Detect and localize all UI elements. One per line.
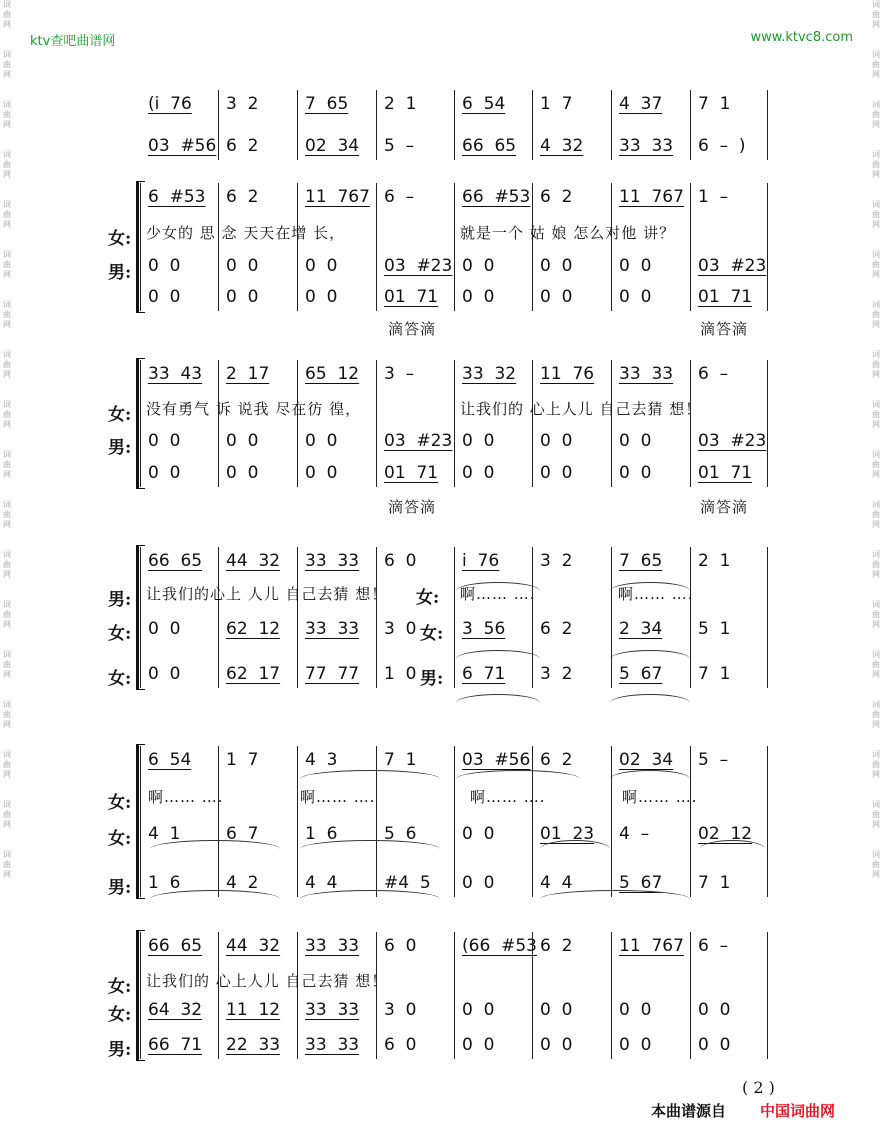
- note-group: 6 2: [540, 619, 573, 639]
- note-group: 6 7: [226, 824, 259, 844]
- note-group: 11 12: [226, 1000, 281, 1020]
- note-group: 0 0: [148, 619, 181, 639]
- note-group: 65 12: [305, 364, 360, 384]
- note-group: 6 54: [148, 750, 192, 770]
- note-group: i 76: [462, 551, 500, 571]
- note-group: 62 12: [226, 619, 281, 639]
- bar-line: [454, 360, 455, 487]
- watermark-text: 词 曲 网: [3, 700, 11, 729]
- note-group: 0 0: [462, 256, 495, 276]
- note-group: 0 0: [148, 463, 181, 483]
- note-group: 62 17: [226, 664, 281, 684]
- note-group: 6 2: [540, 187, 573, 207]
- bar-line: [297, 183, 298, 311]
- note-group: 33 33: [305, 936, 360, 956]
- note-group: 6 #53: [148, 187, 206, 207]
- note-group: 1 6: [148, 873, 181, 893]
- bar-line: [454, 746, 455, 897]
- bar-line: [140, 183, 141, 311]
- lyric-line: 让我们的 心上人儿 自己去猜 想！: [146, 972, 388, 990]
- voice-label: 男:: [108, 263, 132, 283]
- phrase-slur: [456, 770, 580, 779]
- note-group: 66 #53: [462, 187, 531, 207]
- bar-line: [140, 932, 141, 1059]
- bar-line: [218, 183, 219, 311]
- note-group: 3 0: [384, 1000, 417, 1020]
- watermark-text: 词 曲 网: [3, 850, 11, 879]
- bar-line: [297, 746, 298, 897]
- watermark-text: 词 曲 网: [872, 50, 880, 79]
- watermark-text: 词 曲 网: [3, 450, 11, 479]
- note-group: 01 71: [384, 287, 439, 307]
- note-group: 4 37: [619, 94, 663, 114]
- bar-line: [454, 547, 455, 688]
- bar-line: [218, 90, 219, 160]
- note-group: 66 65: [462, 136, 517, 156]
- watermark-text: 词 曲 网: [3, 500, 11, 529]
- lyric-line: 啊…… ….: [460, 585, 536, 603]
- note-group: 33 33: [619, 136, 674, 156]
- bar-line: [611, 360, 612, 487]
- phrase-slur: [456, 650, 540, 659]
- note-group: 33 43: [148, 364, 203, 384]
- note-group: 33 33: [619, 364, 674, 384]
- note-group: 11 767: [619, 187, 684, 207]
- bar-line: [690, 746, 691, 897]
- note-group: 33 33: [305, 619, 360, 639]
- voice-label: 女:: [108, 669, 132, 689]
- phrase-slur: [610, 650, 690, 659]
- bar-line: [690, 932, 691, 1059]
- voice-label: 男:: [108, 1040, 132, 1060]
- watermark-text: 词 曲 网: [3, 400, 11, 429]
- note-group: 0 0: [540, 1035, 573, 1055]
- phrase-slur: [610, 694, 690, 703]
- note-group: 0 0: [698, 1035, 731, 1055]
- footer-source-label: 本曲谱源自: [651, 1102, 727, 1120]
- bar-line: [297, 360, 298, 487]
- inline-voice-label: 女:: [420, 624, 444, 644]
- lyric-line: 没有勇气 诉 说我 尽在彷 徨，: [146, 400, 362, 418]
- lyric-line: 啊…… ….: [622, 788, 698, 806]
- watermark-text: 词 曲 网: [872, 700, 880, 729]
- bar-line: [767, 547, 768, 688]
- bar-line: [611, 90, 612, 160]
- note-group: 7 1: [698, 664, 731, 684]
- note-group: 4 1: [148, 824, 181, 844]
- voice-label: 女:: [108, 624, 132, 644]
- note-group: 0 0: [540, 463, 573, 483]
- bar-line: [218, 547, 219, 688]
- watermark-text: 词 曲 网: [872, 300, 880, 329]
- watermark-text: 词 曲 网: [3, 250, 11, 279]
- note-group: 44 32: [226, 551, 281, 571]
- watermark-text: 词 曲 网: [3, 300, 11, 329]
- watermark-text: 词 曲 网: [3, 50, 11, 79]
- note-group: 66 65: [148, 551, 203, 571]
- bar-line: [140, 746, 141, 897]
- watermark-text: 词 曲 网: [3, 650, 11, 679]
- watermark-text: 词 曲 网: [3, 0, 11, 29]
- note-group: (i 76: [148, 94, 192, 114]
- note-group: 6 2: [540, 936, 573, 956]
- bar-line: [767, 90, 768, 160]
- voice-label: 女:: [108, 229, 132, 249]
- bar-line: [454, 90, 455, 160]
- answer-lyric: 滴答滴: [388, 320, 437, 338]
- bar-line: [376, 746, 377, 897]
- bar-line: [611, 932, 612, 1059]
- voice-label: 女:: [108, 1005, 132, 1025]
- note-group: 0 0: [462, 873, 495, 893]
- note-group: 0 0: [619, 256, 652, 276]
- watermark-text: 词 曲 网: [872, 350, 880, 379]
- bar-line: [218, 360, 219, 487]
- watermark-text: 词 曲 网: [872, 400, 880, 429]
- note-group: 6 0: [384, 1035, 417, 1055]
- note-group: 6 2: [226, 136, 259, 156]
- note-group: 1 6: [305, 824, 338, 844]
- note-group: 0 0: [226, 431, 259, 451]
- note-group: 4 2: [226, 873, 259, 893]
- note-group: 01 71: [384, 463, 439, 483]
- note-group: 33 32: [462, 364, 517, 384]
- note-group: 0 0: [462, 1035, 495, 1055]
- note-group: 0 0: [540, 1000, 573, 1020]
- note-group: 11 767: [619, 936, 684, 956]
- note-group: 0 0: [462, 824, 495, 844]
- note-group: (66 #53: [462, 936, 537, 956]
- note-group: 11 76: [540, 364, 595, 384]
- note-group: 0 0: [305, 431, 338, 451]
- phrase-slur: [540, 840, 610, 849]
- note-group: 01 23: [540, 824, 595, 844]
- bar-line: [376, 183, 377, 311]
- phrase-slur: [610, 770, 690, 779]
- phrase-slur: [456, 694, 540, 703]
- watermark-text: 词 曲 网: [3, 750, 11, 779]
- note-group: 01 71: [698, 287, 753, 307]
- note-group: 6 – ): [698, 136, 746, 156]
- note-group: 03 #23: [384, 431, 453, 451]
- watermark-text: 词 曲 网: [3, 150, 11, 179]
- note-group: 2 1: [384, 94, 417, 114]
- note-group: 0 0: [619, 431, 652, 451]
- note-group: 2 1: [698, 551, 731, 571]
- bar-line: [690, 360, 691, 487]
- note-group: 4 32: [540, 136, 584, 156]
- note-group: 3 0: [384, 619, 417, 639]
- bar-line: [767, 183, 768, 311]
- note-group: 2 34: [619, 619, 663, 639]
- phrase-slur: [700, 840, 765, 849]
- note-group: 44 32: [226, 936, 281, 956]
- watermark-text: 词 曲 网: [3, 800, 11, 829]
- watermark-text: 词 曲 网: [872, 0, 880, 29]
- bar-line: [297, 90, 298, 160]
- note-group: 0 0: [619, 287, 652, 307]
- note-group: 11 767: [305, 187, 370, 207]
- answer-lyric: 滴答滴: [388, 498, 437, 516]
- note-group: 66 71: [148, 1035, 203, 1055]
- answer-lyric: 滴答滴: [700, 320, 749, 338]
- note-group: 1 0: [384, 664, 417, 684]
- bar-line: [532, 547, 533, 688]
- note-group: 2 17: [226, 364, 270, 384]
- bar-line: [690, 547, 691, 688]
- voice-label: 男:: [108, 438, 132, 458]
- bar-line: [532, 183, 533, 311]
- note-group: 03 #56: [462, 750, 531, 770]
- note-group: 03 #23: [698, 256, 767, 276]
- bar-line: [376, 360, 377, 487]
- bar-line: [376, 90, 377, 160]
- note-group: 22 33: [226, 1035, 281, 1055]
- bar-line: [454, 183, 455, 311]
- watermark-text: 词 曲 网: [3, 200, 11, 229]
- watermark-text: 词 曲 网: [872, 450, 880, 479]
- note-group: 0 0: [305, 463, 338, 483]
- watermark-text: 词 曲 网: [872, 800, 880, 829]
- lyric-line: 让我们的心上 人儿 自己去猜 想！: [146, 585, 388, 603]
- note-group: 0 0: [619, 463, 652, 483]
- note-group: 0 0: [226, 256, 259, 276]
- note-group: 0 0: [698, 1000, 731, 1020]
- voice-label: 女:: [108, 793, 132, 813]
- bar-line: [140, 547, 141, 688]
- note-group: 5 67: [619, 873, 663, 893]
- note-group: 5 –: [384, 136, 415, 156]
- right-watermark-strip: [869, 0, 883, 1146]
- header-site-left[interactable]: ktv查吧曲谱网: [30, 34, 116, 49]
- lyric-line: 啊…… ….: [148, 788, 224, 806]
- note-group: 1 7: [540, 94, 573, 114]
- note-group: 77 77: [305, 664, 360, 684]
- note-group: 66 65: [148, 936, 203, 956]
- note-group: 33 33: [305, 551, 360, 571]
- watermark-text: 词 曲 网: [872, 100, 880, 129]
- bar-line: [454, 932, 455, 1059]
- note-group: 5 –: [698, 750, 729, 770]
- note-group: 0 0: [619, 1000, 652, 1020]
- bar-line: [767, 746, 768, 897]
- note-group: 0 0: [462, 287, 495, 307]
- note-group: 4 4: [305, 873, 338, 893]
- note-group: 03 #56: [148, 136, 217, 156]
- note-group: 1 7: [226, 750, 259, 770]
- note-group: 4 3: [305, 750, 338, 770]
- voice-label: 女:: [108, 829, 132, 849]
- watermark-text: 词 曲 网: [872, 500, 880, 529]
- note-group: 02 12: [698, 824, 753, 844]
- bar-line: [611, 746, 612, 897]
- lyric-line: 就是一个 姑 娘 怎么对他 讲？: [460, 224, 676, 242]
- inline-voice-label: 男:: [420, 669, 444, 689]
- page-number: ( 2 ): [742, 1078, 775, 1097]
- note-group: 0 0: [148, 287, 181, 307]
- note-group: 0 0: [540, 287, 573, 307]
- lyric-line: 啊…… ….: [470, 788, 546, 806]
- note-group: 03 #23: [698, 431, 767, 451]
- note-group: 3 56: [462, 619, 506, 639]
- bar-line: [767, 360, 768, 487]
- note-group: 03 #23: [384, 256, 453, 276]
- bar-line: [297, 547, 298, 688]
- watermark-text: 词 曲 网: [3, 550, 11, 579]
- note-group: 6 2: [226, 187, 259, 207]
- note-group: 0 0: [148, 431, 181, 451]
- note-group: 6 –: [384, 187, 415, 207]
- voice-label: 男:: [108, 878, 132, 898]
- voice-label: 女:: [108, 405, 132, 425]
- note-group: 0 0: [619, 1035, 652, 1055]
- note-group: 6 2: [540, 750, 573, 770]
- watermark-text: 词 曲 网: [872, 150, 880, 179]
- watermark-text: 词 曲 网: [872, 850, 880, 879]
- watermark-text: 词 曲 网: [3, 600, 11, 629]
- bar-line: [218, 746, 219, 897]
- note-group: 4 –: [619, 824, 650, 844]
- note-group: 0 0: [462, 1000, 495, 1020]
- lyric-line: 让我们的 心上人儿 自己去猜 想！: [460, 400, 702, 418]
- bar-line: [690, 90, 691, 160]
- note-group: 7 65: [619, 551, 663, 571]
- note-group: 0 0: [226, 287, 259, 307]
- answer-lyric: 滴答滴: [700, 498, 749, 516]
- bar-line: [376, 932, 377, 1059]
- note-group: 3 –: [384, 364, 415, 384]
- note-group: 5 6: [384, 824, 417, 844]
- watermark-text: 词 曲 网: [872, 200, 880, 229]
- note-group: 6 –: [698, 364, 729, 384]
- note-group: 33 33: [305, 1000, 360, 1020]
- note-group: 0 0: [462, 463, 495, 483]
- note-group: 7 65: [305, 94, 349, 114]
- bar-line: [140, 360, 141, 487]
- lyric-line: 少女的 思 念 天天在增 长，: [146, 224, 346, 242]
- voice-label: 女:: [108, 977, 132, 997]
- header-site-right[interactable]: www.ktvc8.com: [750, 30, 853, 45]
- note-group: #4 5: [384, 873, 431, 893]
- note-group: 7 1: [698, 94, 731, 114]
- note-group: 01 71: [698, 463, 753, 483]
- watermark-text: 词 曲 网: [872, 650, 880, 679]
- note-group: 0 0: [462, 431, 495, 451]
- bar-line: [767, 932, 768, 1059]
- note-group: 0 0: [305, 256, 338, 276]
- note-group: 3 2: [226, 94, 259, 114]
- phrase-slur: [300, 770, 440, 779]
- bar-line: [532, 360, 533, 487]
- lyric-line: 啊…… ….: [300, 788, 376, 806]
- watermark-text: 词 曲 网: [3, 350, 11, 379]
- note-group: 6 0: [384, 936, 417, 956]
- bar-line: [532, 746, 533, 897]
- footer-source-site[interactable]: 中国词曲网: [760, 1102, 836, 1120]
- bar-line: [532, 90, 533, 160]
- note-group: 7 1: [384, 750, 417, 770]
- bar-line: [376, 547, 377, 688]
- note-group: 0 0: [540, 431, 573, 451]
- note-group: 6 –: [698, 936, 729, 956]
- bar-line: [297, 932, 298, 1059]
- bar-line: [611, 547, 612, 688]
- note-group: 6 54: [462, 94, 506, 114]
- note-group: 33 33: [305, 1035, 360, 1055]
- note-group: 6 71: [462, 664, 506, 684]
- note-group: 1 –: [698, 187, 729, 207]
- left-watermark-strip: [0, 0, 14, 1146]
- note-group: 0 0: [148, 256, 181, 276]
- bar-line: [218, 932, 219, 1059]
- note-group: 0 0: [148, 664, 181, 684]
- note-group: 5 1: [698, 619, 731, 639]
- note-group: 4 4: [540, 873, 573, 893]
- note-group: 0 0: [226, 463, 259, 483]
- note-group: 7 1: [698, 873, 731, 893]
- inline-voice-label: 女:: [416, 588, 440, 608]
- voice-label: 男:: [108, 590, 132, 610]
- note-group: 02 34: [619, 750, 674, 770]
- watermark-text: 词 曲 网: [872, 250, 880, 279]
- watermark-text: 词 曲 网: [872, 600, 880, 629]
- bar-line: [690, 183, 691, 311]
- bar-line: [611, 183, 612, 311]
- note-group: 3 2: [540, 551, 573, 571]
- note-group: 3 2: [540, 664, 573, 684]
- note-group: 0 0: [305, 287, 338, 307]
- note-group: 6 0: [384, 551, 417, 571]
- watermark-text: 词 曲 网: [872, 550, 880, 579]
- lyric-line: 啊…… ….: [618, 585, 694, 603]
- note-group: 02 34: [305, 136, 360, 156]
- note-group: 0 0: [540, 256, 573, 276]
- watermark-text: 词 曲 网: [3, 100, 11, 129]
- note-group: 5 67: [619, 664, 663, 684]
- watermark-text: 词 曲 网: [872, 750, 880, 779]
- note-group: 64 32: [148, 1000, 203, 1020]
